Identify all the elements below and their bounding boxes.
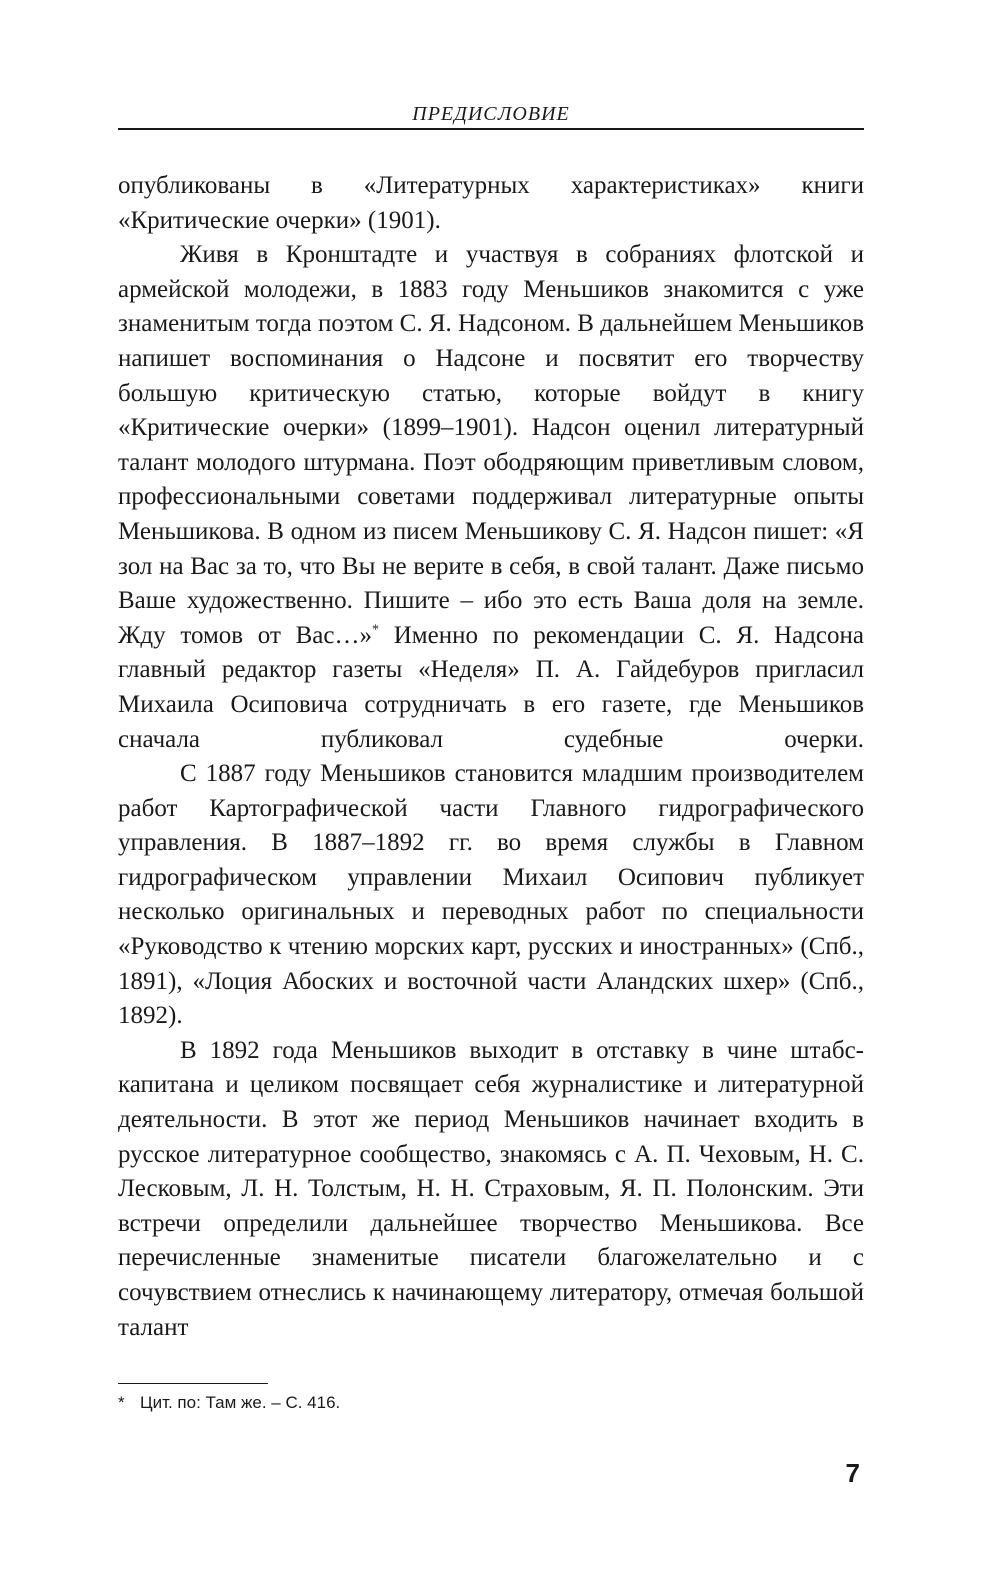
footnote-text: Цит. по: Там же. – С. 416. xyxy=(140,1393,341,1412)
paragraph-kronstadt-continued: Именно по рекомендации С. Я. Надсона главный редактор газеты «Неделя» П. А. Гайдебуров пригласил Михаила Осиповича сотрудничать в его газете, где Меньшиков сначала публиковал судебные очерки. xyxy=(118,621,864,753)
paragraph-kronstadt-text: Живя в Кронштадте и участвуя в собраниях флотской и армейской молодежи, в 1883 году Меньшиков знакомится с уже знаменитым тогда поэтом С. Я. Надсоном. В дальнейшем Меньшиков напишет воспоминания о Надсоне и посвятит его творчеству большую критическую статью, которые войдут в книгу «Критические очерки» (1899–1901). Надсон оценил литературный талант молодого штурмана. Поэт ободряющим приветливым словом, профессиональными советами поддерживал литературные опыты Меньшикова. В одном из писем Меньшикову С. Я. Надсон пишет: «Я зол на Вас за то, что Вы не верите в себя, в свой талант. Даже письмо Ваше художественно. Пишите – ибо это есть Ваша доля на земле. Жду томов от Вас…» xyxy=(118,241,864,649)
running-header-title: ПРЕДИСЛОВИЕ xyxy=(412,103,570,125)
page-number: 7 xyxy=(845,1458,860,1488)
paragraph-kronstadt xyxy=(118,238,864,757)
footnote-divider xyxy=(118,1383,268,1384)
paragraph-retirement: В 1892 года Меньшиков выходит в отставку в чине штабс-капитана и целиком посвящает себя журналистике и литературной деятельности. В этот же период Меньшиков начинает входить в русское литературное сообщество, знакомясь с А. П. Чеховым, Н. С. Лесковым, Л. Н. Толстым, Н. Н. Страховым, Я. П. Полонским. Эти встречи определили дальнейшее творчество Меньшикова. Все перечисленные знаменитые писатели благожелательно и с сочувствием отнеслись к начинающему литератору, отмечая большой талант xyxy=(118,1036,864,1341)
footnote xyxy=(118,1392,340,1414)
footnote-reference: * xyxy=(372,622,379,638)
running-header xyxy=(118,100,864,130)
body-text xyxy=(118,169,864,1345)
paragraph-continuation: опубликованы в «Литературных характеристиках» книги «Критические очерки» (1901). xyxy=(118,172,864,234)
footnote-mark: * xyxy=(118,1393,125,1412)
paragraph-hydrographic: С 1887 году Меньшиков становится младшим производителем работ Картографической части Главного гидрографического управления. В 1887–1892 гг. во время службы в Главном гидрографическом управлении Михаил Осипович публикует несколько оригинальных и переводных работ по специальности «Руководство к чтению морских карт, русских и иностранных» (Спб., 1891), «Лоция Абоских и восточной части Аландских шхер» (Спб., 1892). xyxy=(118,760,864,1030)
